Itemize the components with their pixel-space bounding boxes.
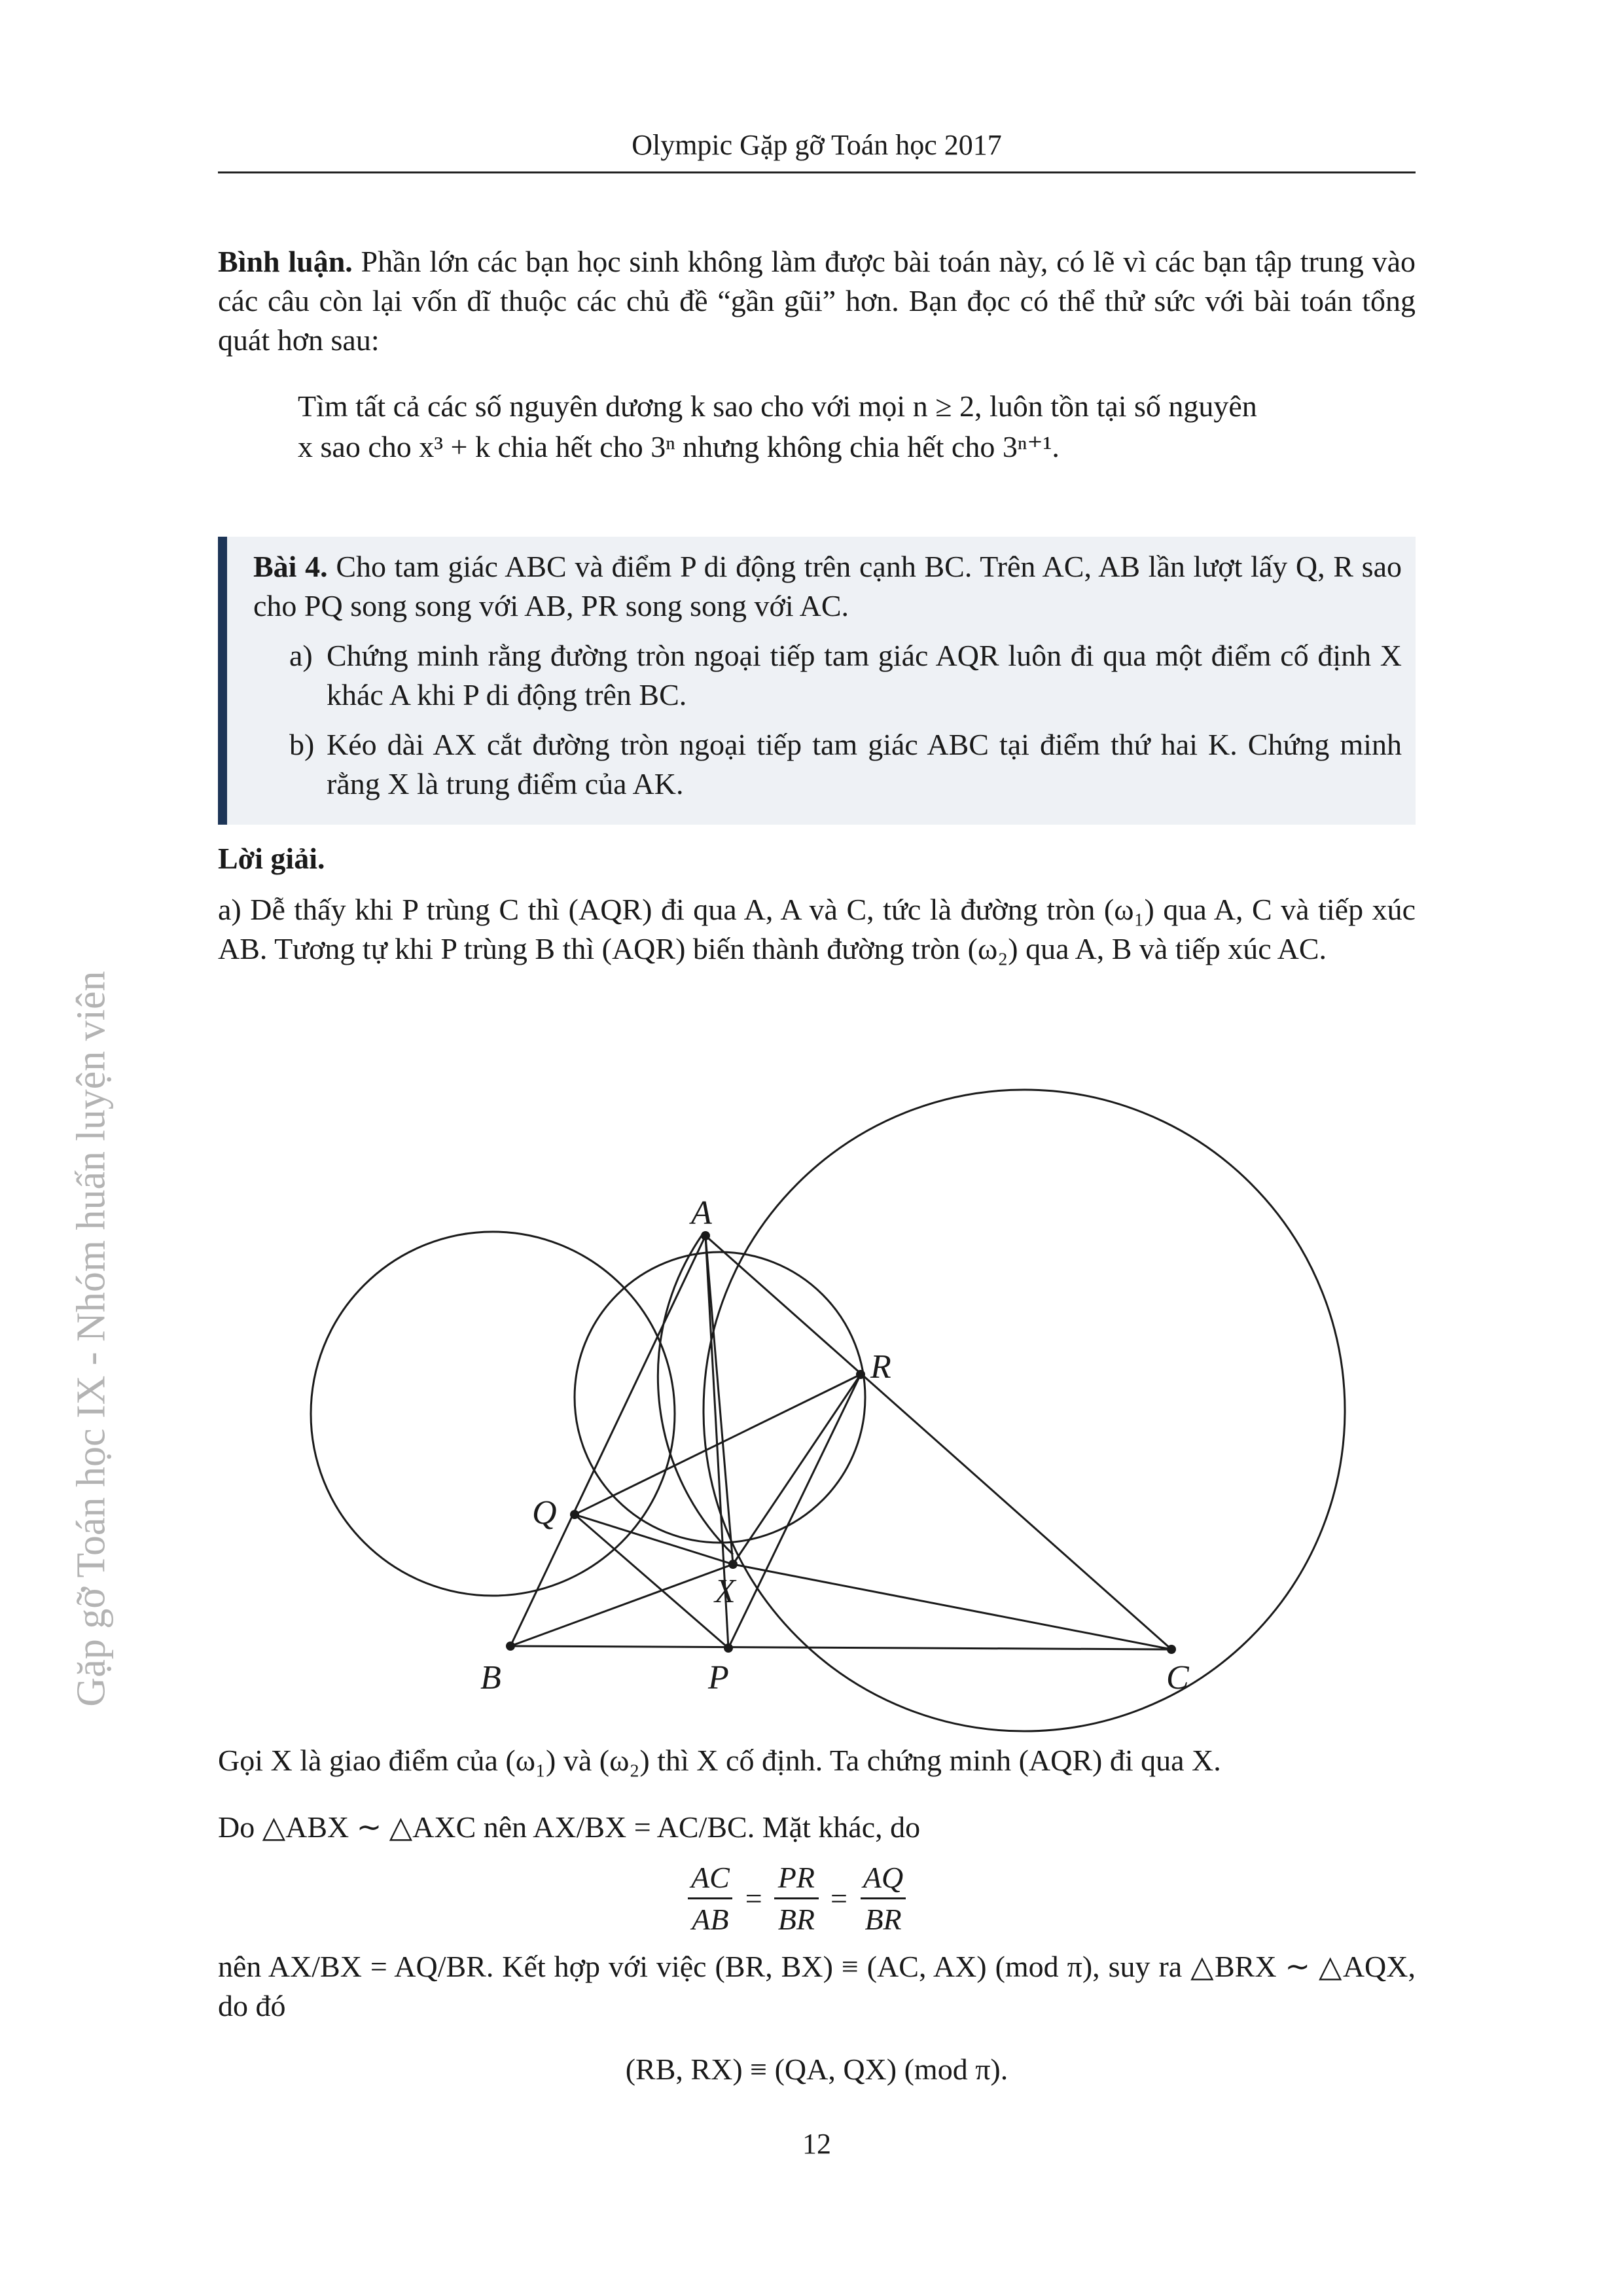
fraction-1-numerator: AC: [691, 1860, 730, 1894]
page-number: 12: [802, 2128, 831, 2160]
fraction-2-numerator: PR: [777, 1860, 815, 1894]
problem-item-a-text: Chứng minh rằng đường tròn ngoại tiếp tam giác AQR luôn đi qua một điểm cố định X khác A khi P di động trên BC.: [327, 639, 1402, 711]
text-conclusion: nên AX/BX = AQ/BR. Kết hợp với việc (BR, BX) ≡ (AC, AX) (mod π), suy ra △BRX ∼ △AQX, do đó: [218, 1950, 1416, 2022]
fraction-aq-br: [859, 1860, 907, 1937]
label-X: X: [715, 1573, 736, 1610]
point-A: [701, 1231, 710, 1240]
quote-line-2: x sao cho x³ + k chia hết cho 3ⁿ nhưng không chia hết cho 3ⁿ⁺¹.: [298, 430, 1060, 463]
fraction-1-denominator: AB: [688, 1897, 732, 1937]
point-P: [724, 1643, 733, 1653]
problem-item-a-label: a): [289, 639, 313, 672]
fraction-3-denominator: BR: [861, 1897, 905, 1937]
fraction-3-numerator: AQ: [863, 1860, 904, 1894]
quote-line-1: Tìm tất cả các số nguyên dương k sao cho với mọi n ≥ 2, luôn tồn tại số nguyên: [298, 389, 1257, 423]
equals-sign-2: =: [830, 1881, 847, 1915]
equals-sign-1: =: [745, 1881, 762, 1915]
comment-text: Phần lớn các bạn học sinh không làm được bài toán này, có lẽ vì các bạn tập trung vào các câu còn lại vốn dĩ thuộc các chủ đề “gần gũi” hơn. Bạn đọc có thể thử sức với bài toán tổng quát hơn sau:: [218, 245, 1416, 357]
point-B: [506, 1641, 515, 1651]
segment-QR: [575, 1374, 861, 1515]
segment-RX: [733, 1374, 861, 1564]
label-A: A: [691, 1194, 712, 1232]
label-Q: Q: [532, 1494, 557, 1532]
point-R: [856, 1370, 865, 1379]
running-header: Olympic Gặp gỡ Toán học 2017: [632, 129, 1002, 161]
segment-QX: [575, 1515, 733, 1564]
problem-item-b-text: Kéo dài AX cắt đường tròn ngoại tiếp tam giác ABC tại điểm thứ hai K. Chứng minh rằng X là trung điểm của AK.: [327, 728, 1402, 800]
text-similar-triangles: Do △ABX ∼ △AXC nên AX/BX = AC/BC. Mặt khác, do: [218, 1810, 921, 1844]
point-C: [1167, 1645, 1176, 1654]
point-Q: [570, 1510, 579, 1519]
solution-part-a: a) Dễ thấy khi P trùng C thì (AQR) đi qua A, A và C, tức là đường tròn (ω₁) qua A, C và tiếp xúc AB. Tương tự khi P trùng B thì (AQR) biến thành đường tròn (ω₂) qua A, B và tiếp xúc AC.: [218, 893, 1416, 965]
text-intersection-x: Gọi X là giao điểm của (ω₁) và (ω₂) thì X cố định. Ta chứng minh (AQR) đi qua X.: [218, 1744, 1221, 1777]
fraction-2-denominator: BR: [774, 1897, 819, 1937]
problem-label: Bài 4.: [253, 550, 328, 583]
label-R: R: [870, 1348, 891, 1386]
segment-RP: [728, 1374, 861, 1648]
segment-XC: [733, 1564, 1171, 1649]
final-equation: (RB, RX) ≡ (QA, QX) (mod π).: [625, 2053, 1008, 2086]
circle-omega1: [704, 1090, 1345, 1731]
label-B: B: [480, 1659, 501, 1696]
point-X: [728, 1560, 738, 1569]
solution-title: Lời giải.: [218, 842, 325, 875]
fraction-equation: [681, 1856, 914, 1941]
segment-QP: [575, 1515, 728, 1648]
fraction-pr-br: [774, 1860, 819, 1937]
problem-item-b-label: b): [289, 728, 315, 761]
label-C: C: [1166, 1659, 1189, 1696]
segment-BC: [510, 1646, 1171, 1649]
fraction-ac-ab: [687, 1860, 734, 1937]
segment-AC: [705, 1236, 1171, 1649]
arc-ABC: [658, 1236, 733, 1554]
label-P: P: [708, 1659, 729, 1696]
side-watermark: Gặp gỡ Toán học IX - Nhóm huấn luyện viên: [69, 971, 114, 1707]
comment-label: Bình luận.: [218, 245, 353, 278]
problem-statement: Cho tam giác ABC và điểm P di động trên cạnh BC. Trên AC, AB lần lượt lấy Q, R sao cho PQ song song với AB, PR song song với AC.: [253, 550, 1402, 622]
